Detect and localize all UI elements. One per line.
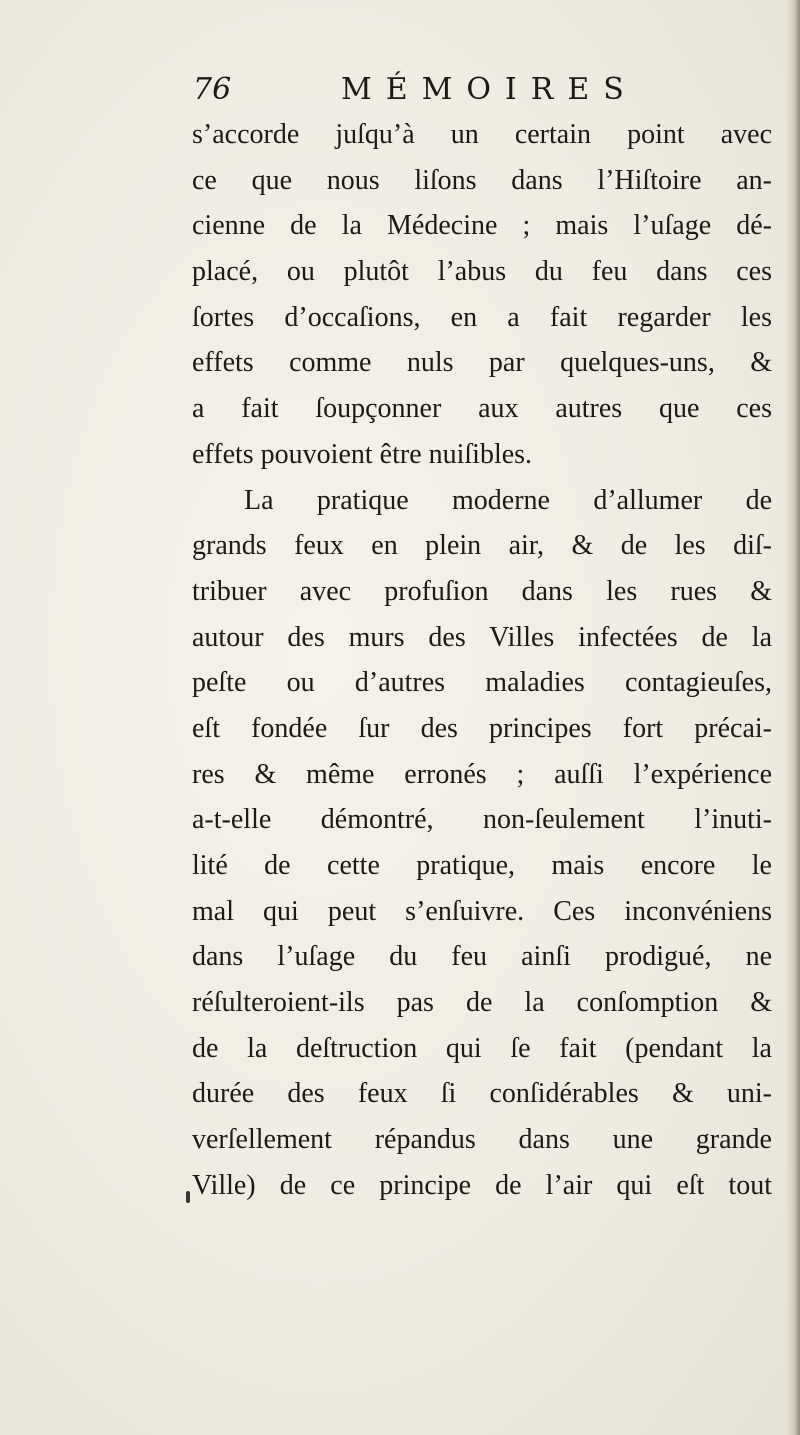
text-line: eſt fondée ſur des principes fort précai- [192,712,772,744]
text-line: dans l’uſage du feu ainſi prodigué, ne [192,941,772,973]
text-line: mal qui peut s’enſuivre. Ces inconvéniens [192,895,772,927]
text-line: peſte ou d’autres maladies contagieuſes, [192,667,772,699]
body-text [192,112,772,1209]
text-line: de la deſtruction qui ſe fait (pendant la [192,1032,772,1064]
text-line: autour des murs des Villes infectées de la [192,621,772,653]
text-line: effets pouvoient être nuiſibles. [192,438,533,470]
text-line: effets comme nuls par quelques-uns, & [192,347,772,379]
text-line: Ville) de ce principe de l’air qui eſt tout [192,1169,772,1201]
binding-edge [786,0,800,1435]
text-line: lité de cette pratique, mais encore le [192,850,772,881]
ink-mark [186,1191,190,1203]
running-title: MÉMOIRES [341,72,638,107]
text-line: tribuer avec profuſion dans les rues & [192,575,772,607]
text-line: cienne de la Médecine ; mais l’uſage dé- [192,210,772,242]
page-header [193,70,673,116]
text-line: s’accorde juſqu’à un certain point avec [192,119,772,150]
page-number: 76 [193,72,232,107]
text-line: réſulteroient-ils pas de la conſomption & [192,987,772,1019]
text-line: ce que nous liſons dans l’Hiſtoire an- [192,164,772,196]
text-line: ſortes d’occaſions, en a fait regarder les [192,301,772,333]
text-line: durée des feux ſi conſidérables & uni- [192,1078,772,1110]
text-line: placé, ou plutôt l’abus du feu dans ces [192,256,772,288]
text-line: a-t-elle démontré, non-ſeulement l’inuti- [192,804,772,836]
text-line: a fait ſoupçonner aux autres que ces [192,393,772,425]
text-line: verſellement répandus dans une grande [192,1124,772,1156]
paragraph-start-line: La pratique moderne d’allumer de [244,484,772,516]
text-line: grands feux en plein air, & de les diſ- [192,530,772,562]
text-line: res & même erronés ; auſſi l’expérience [192,758,772,790]
